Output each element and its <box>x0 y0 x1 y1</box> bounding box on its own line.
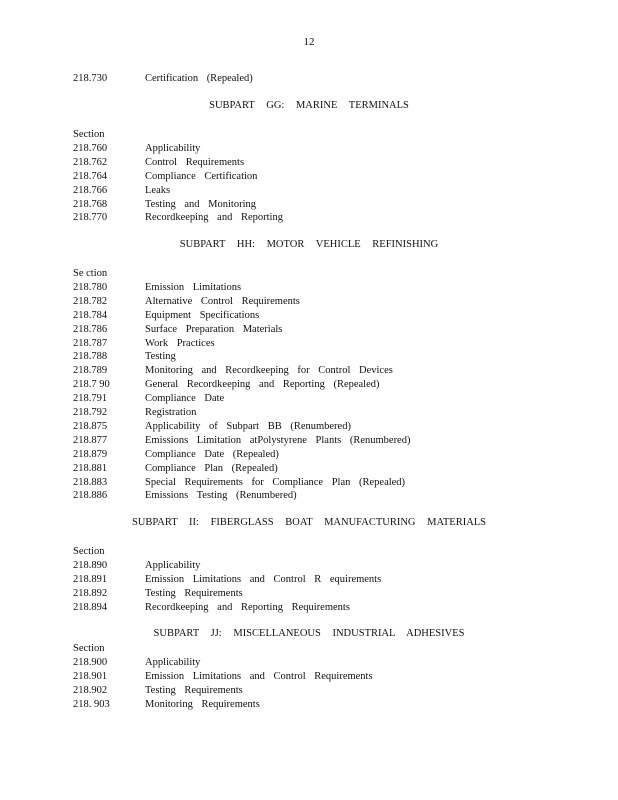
toc-row <box>73 350 176 364</box>
section-title: Applicability <box>145 657 201 668</box>
toc-row <box>73 142 200 156</box>
section-number: 218.788 <box>73 351 108 362</box>
section-title: Compliance Date <box>145 393 225 404</box>
subpart-ii-heading: SUBPART II: FIBERGLASS BOAT MANUFACTURING MATERIALS <box>131 517 487 528</box>
section-title: General Recordkeeping and Reporting (Repealed) <box>145 379 380 390</box>
toc-row <box>73 420 351 434</box>
toc-row <box>73 170 257 184</box>
section-number: 218.901 <box>73 671 108 682</box>
toc-row <box>73 434 410 448</box>
toc-row <box>73 559 200 573</box>
section-title: Applicability of Subpart BB (Renumbered) <box>145 421 351 432</box>
toc-row <box>73 656 200 670</box>
section-number: 218.762 <box>73 157 108 168</box>
toc-row <box>73 211 283 225</box>
section-label: Section <box>73 546 105 557</box>
section-number: 218.890 <box>73 560 108 571</box>
toc-row <box>73 309 259 323</box>
section-number: 218.877 <box>73 435 108 446</box>
subpart-hh-heading: SUBPART HH: MOTOR VEHICLE REFINISHING <box>179 239 439 250</box>
toc-row <box>73 670 373 684</box>
toc-row <box>73 337 215 351</box>
section-title: Compliance Certification <box>145 171 258 182</box>
section-title: Monitoring Requirements <box>145 699 260 710</box>
section-number: 218.900 <box>73 657 108 668</box>
subpart-gg-heading: SUBPART GG: MARINE TERMINALS <box>209 100 409 111</box>
section-label: Se ction <box>73 268 108 279</box>
section-number: 218.886 <box>73 490 108 501</box>
toc-row <box>73 198 256 212</box>
toc-row <box>73 323 282 337</box>
section-number: 218.760 <box>73 143 108 154</box>
section-number: 218.787 <box>73 338 108 349</box>
section-title: Compliance Date (Repealed) <box>145 449 279 460</box>
section-title: Applicability <box>145 560 201 571</box>
section-number: 218.782 <box>73 296 108 307</box>
section-title: Compliance Plan (Repealed) <box>145 463 278 474</box>
section-number: 218.875 <box>73 421 108 432</box>
section-number: 218.784 <box>73 310 108 321</box>
section-number: 218. 903 <box>73 699 110 710</box>
section-title: Monitoring and Recordkeeping for Control Devices <box>145 365 393 376</box>
section-title: Emissions Limitation atPolystyrene Plants (Renumbered) <box>145 435 411 446</box>
section-number: 218.792 <box>73 407 108 418</box>
section-number: 218.780 <box>73 282 108 293</box>
toc-row <box>73 281 241 295</box>
section-title: Emission Limitations and Control R equirements <box>145 574 382 585</box>
section-title: Equipment Specifications <box>145 310 260 321</box>
section-title: Special Requirements for Compliance Plan (Repealed) <box>145 477 406 488</box>
section-number: 218.786 <box>73 324 108 335</box>
section-title: Testing Requirements <box>145 588 243 599</box>
section-title: Recordkeeping and Reporting <box>145 212 283 223</box>
section-title: Testing <box>145 351 176 362</box>
toc-row <box>73 378 380 392</box>
section-number: 218.789 <box>73 365 108 376</box>
toc-row <box>73 698 260 712</box>
section-title: Emission Limitations <box>145 282 242 293</box>
toc-row <box>73 684 243 698</box>
section-title: Control Requirements <box>145 157 245 168</box>
section-title: Recordkeeping and Reporting Requirements <box>145 602 350 613</box>
section-title: Registration <box>145 407 197 418</box>
page-number: 12 <box>303 36 315 48</box>
section-number: 218.891 <box>73 574 108 585</box>
toc-row <box>73 601 350 615</box>
section-number: 218.902 <box>73 685 108 696</box>
section-title: Alternative Control Requirements <box>145 296 300 307</box>
section-number: 218.768 <box>73 199 108 210</box>
section-label: Section <box>73 643 105 654</box>
subpart-jj-heading: SUBPART JJ: MISCELLANEOUS INDUSTRIAL ADHESIVES <box>153 628 465 639</box>
section-number: 218.766 <box>73 185 108 196</box>
toc-row <box>73 406 196 420</box>
toc-row <box>73 489 297 503</box>
toc-row <box>73 476 405 490</box>
toc-row <box>73 392 224 406</box>
section-title: Work Practices <box>145 338 215 349</box>
section-label: Section <box>73 129 105 140</box>
toc-row <box>73 364 393 378</box>
toc-row <box>73 448 279 462</box>
section-title: Emission Limitations and Control Requirements <box>145 671 373 682</box>
section-number: 218.883 <box>73 477 108 488</box>
section-number: 218.730 <box>73 73 108 84</box>
section-number: 218.7 90 <box>73 379 110 390</box>
section-number: 218.879 <box>73 449 108 460</box>
toc-row <box>73 184 170 198</box>
section-title: Testing and Monitoring <box>145 199 257 210</box>
section-number: 218.892 <box>73 588 108 599</box>
section-title: Applicability <box>145 143 201 154</box>
section-number: 218.894 <box>73 602 108 613</box>
section-title: Surface Preparation Materials <box>145 324 283 335</box>
section-number: 218.764 <box>73 171 108 182</box>
section-title: Certification (Repealed) <box>145 73 253 84</box>
section-title: Leaks <box>145 185 171 196</box>
section-number: 218.770 <box>73 212 108 223</box>
section-title: Testing Requirements <box>145 685 243 696</box>
section-title: Emissions Testing (Renumbered) <box>145 490 297 501</box>
section-number: 218.881 <box>73 463 108 474</box>
toc-row <box>73 156 244 170</box>
toc-row <box>73 72 253 86</box>
section-number: 218.791 <box>73 393 108 404</box>
toc-row <box>73 587 243 601</box>
toc-row <box>73 573 381 587</box>
toc-row <box>73 295 300 309</box>
toc-row <box>73 462 278 476</box>
